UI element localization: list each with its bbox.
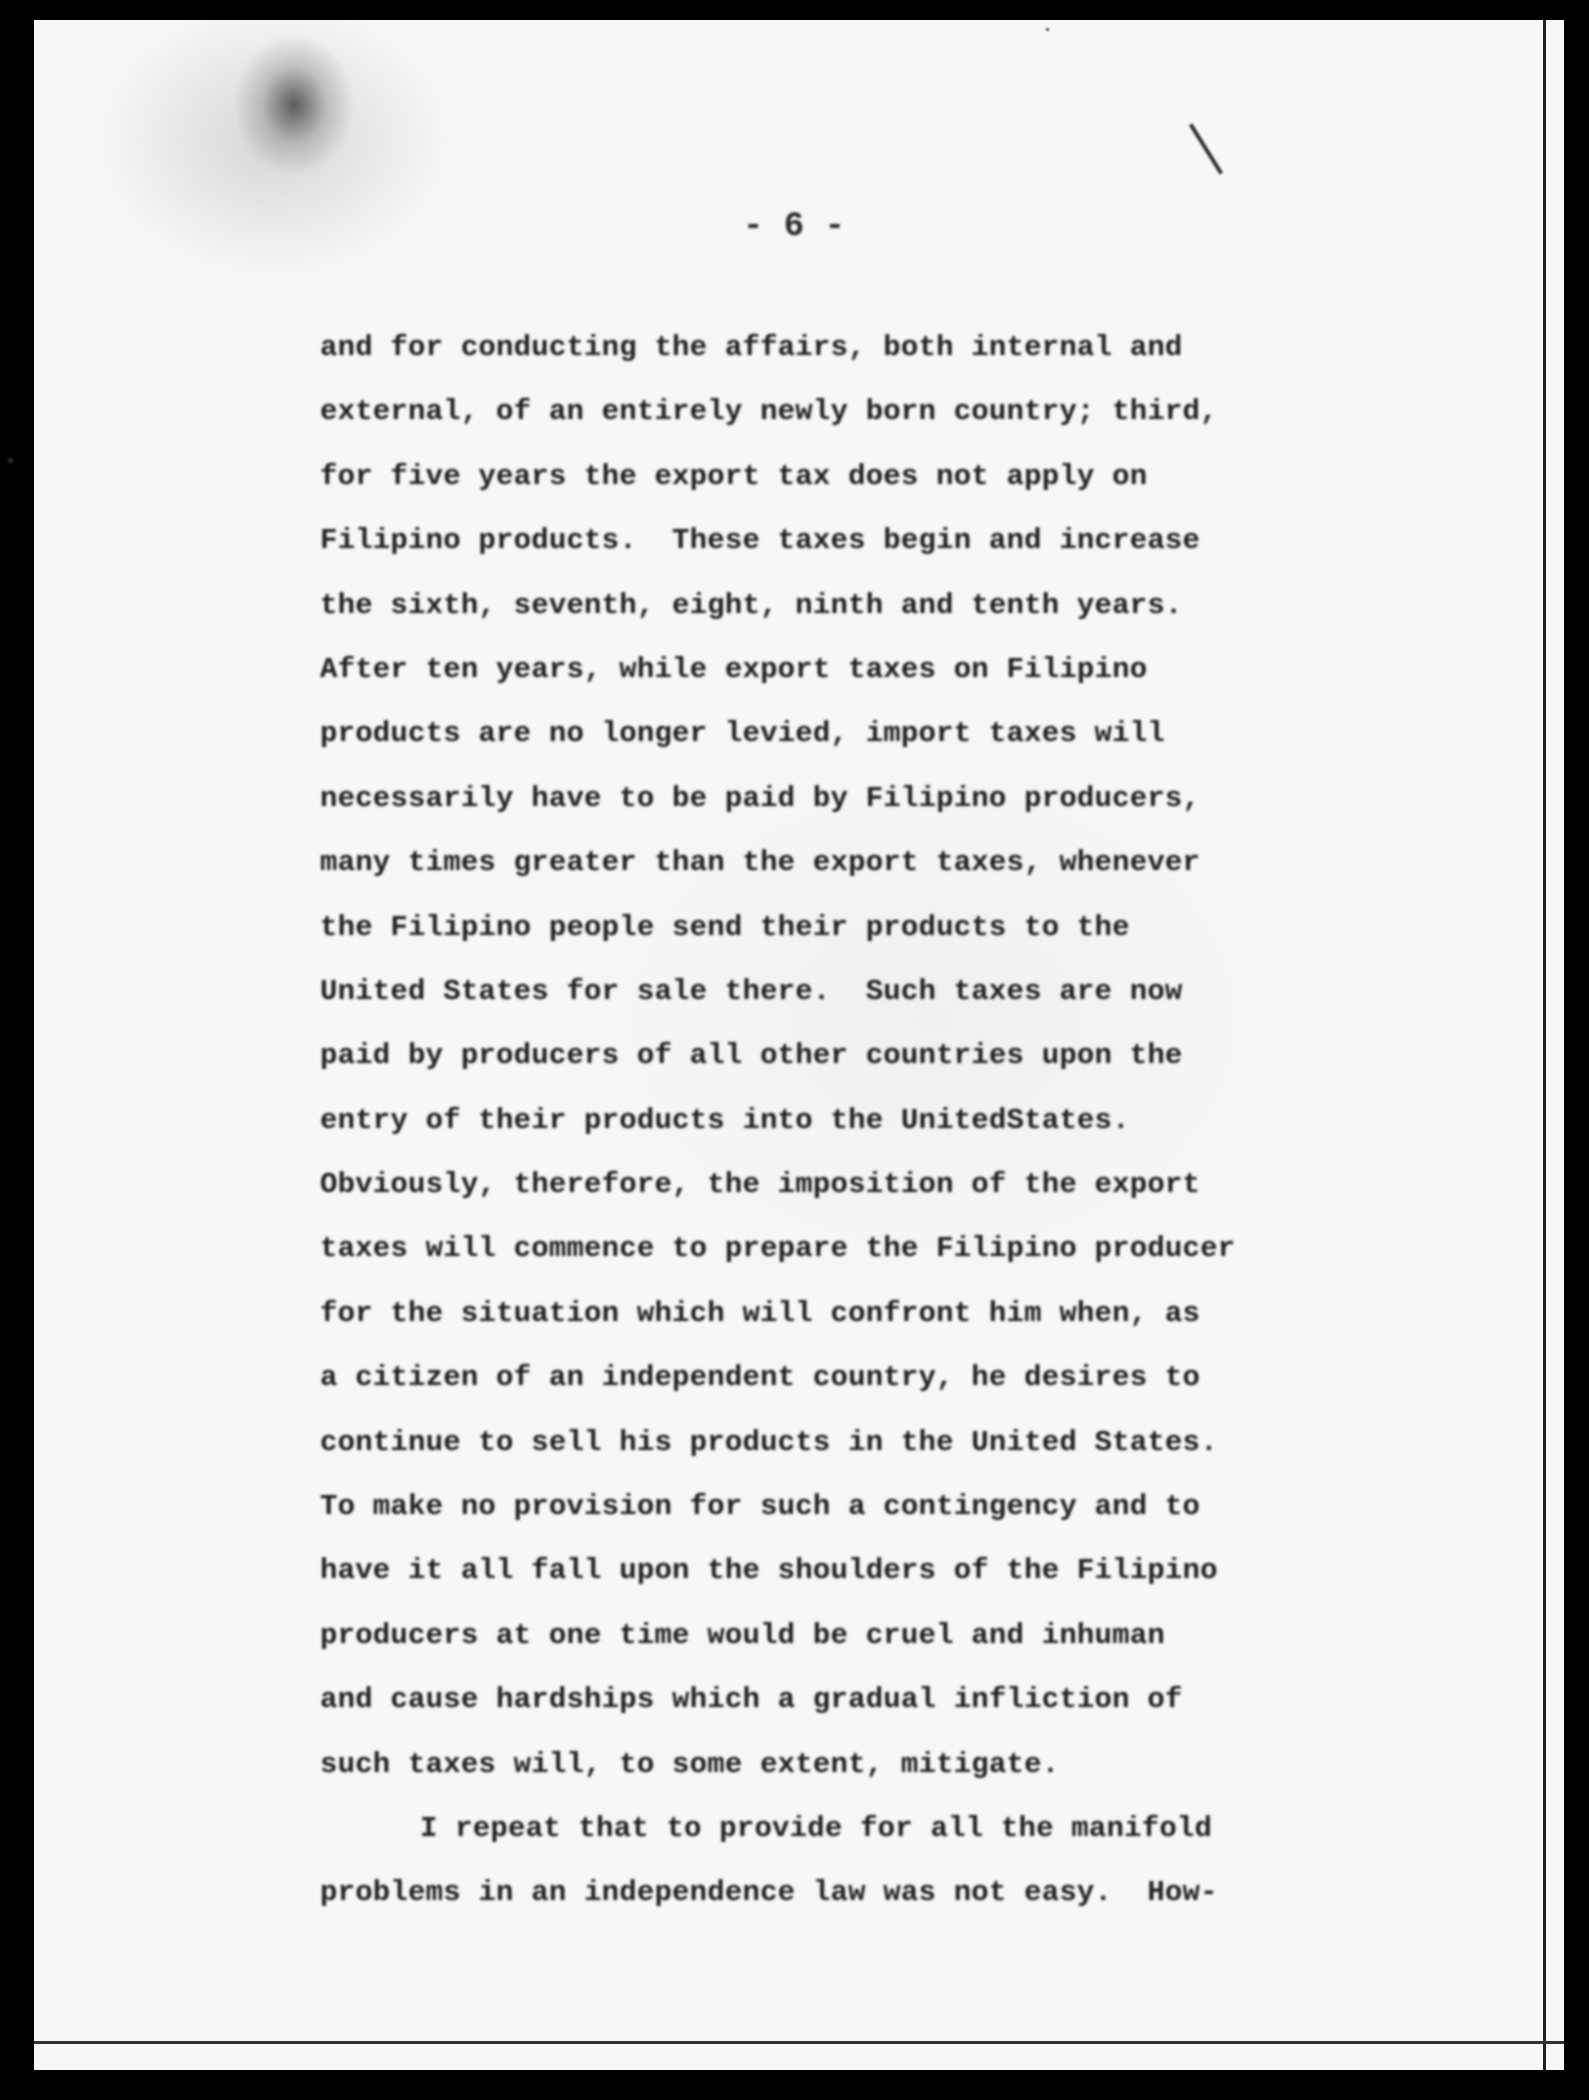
text-line: Filipino products. These taxes begin and increase	[320, 524, 1201, 558]
text-line: the sixth, seventh, eight, ninth and tenth years.	[320, 588, 1183, 622]
text-line: and cause hardships which a gradual infliction of	[320, 1683, 1183, 1717]
text-line: paid by producers of all other countries upon the	[320, 1039, 1183, 1073]
text-line: many times greater than the export taxes, whenever	[320, 846, 1201, 880]
text-line: Obviously, therefore, the imposition of the export	[320, 1168, 1201, 1202]
text-line: a citizen of an independent country, he desires to	[320, 1361, 1201, 1395]
body-text	[320, 316, 1360, 1926]
text-line: After ten years, while export taxes on Filipino	[320, 652, 1148, 686]
pen-mark	[1189, 123, 1223, 174]
text-line: producers at one time would be cruel and inhuman	[320, 1618, 1165, 1652]
page-edge-right	[1543, 20, 1546, 2070]
document-page	[34, 20, 1564, 2070]
text-line: and for conducting the affairs, both internal and	[320, 331, 1183, 364]
text-line: products are no longer levied, import taxes will	[320, 717, 1165, 751]
text-line: such taxes will, to some extent, mitigate.	[320, 1747, 1060, 1781]
page-edge-bottom	[34, 2041, 1564, 2044]
text-line: To make no provision for such a contingency and to	[320, 1490, 1201, 1524]
text-line: have it all fall upon the shoulders of the Filipino	[320, 1554, 1218, 1588]
text-line: United States for sale there. Such taxes are now	[320, 974, 1183, 1008]
text-line: problems in an independence law was not easy. How-	[320, 1876, 1218, 1910]
text-line: external, of an entirely newly born country; third,	[320, 395, 1218, 429]
text-line: taxes will commence to prepare the Filipino producer	[320, 1232, 1236, 1266]
text-line: entry of their products into the UnitedStates.	[320, 1103, 1130, 1137]
text-line: the Filipino people send their products to the	[320, 910, 1130, 944]
page-number: - 6 -	[742, 208, 846, 246]
text-line: for five years the export tax does not apply on	[320, 459, 1148, 493]
text-line: necessarily have to be paid by Filipino producers,	[320, 781, 1201, 815]
text-line: continue to sell his products in the United States.	[320, 1425, 1218, 1459]
speck-mark	[8, 458, 13, 463]
text-line: for the situation which will confront him when, as	[320, 1296, 1201, 1330]
text-line-paragraph-start: I repeat that to provide for all the manifold	[420, 1811, 1213, 1845]
speck-mark	[1046, 28, 1049, 31]
